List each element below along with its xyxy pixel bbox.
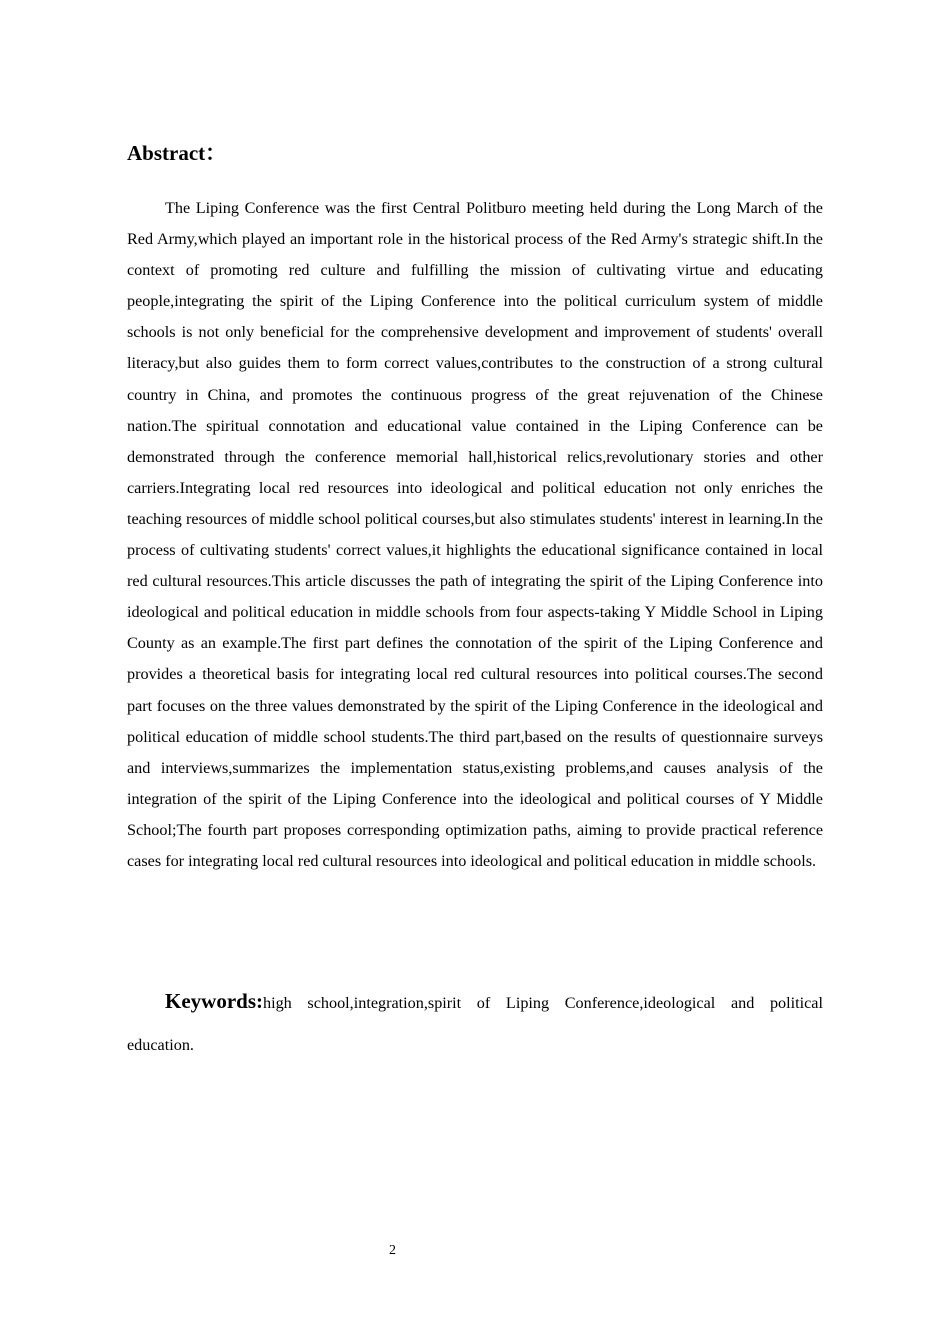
keywords-paragraph [127,980,823,1066]
abstract-body: The Liping Conference was the first Central Politburo meeting held during the Long March of the Red Army,which played an important role in the historical process of the Red Army's strategic shift.In the context of promoting red culture and fulfilling the mission of cultivating virtue and educating people,integrating the spirit of the Liping Conference into the political curriculum system of middle schools is not only beneficial for the comprehensive development and improvement of students' overall literacy,but also guides them to form correct values,contributes to the construction of a strong cultural country in China, and promotes the continuous progress of the great rejuvenation of the Chinese nation.The spiritual connotation and educational value contained in the Liping Conference can be demonstrated through the conference memorial hall,historical relics,revolutionary stories and other carriers.Integrating local red resources into ideological and political education not only enriches the teaching resources of middle school political courses,but also stimulates students' interest in learning.In the process of cultivating students' correct values,it highlights the educational significance contained in local red cultural resources.This article discusses the path of integrating the spirit of the Liping Conference into ideological and political education in middle schools from four aspects-taking Y Middle School in Liping County as an example.The first part defines the connotation of the spirit of the Liping Conference and provides a theoretical basis for integrating local red cultural resources into political courses.The second part focuses on the three values demonstrated by the spirit of the Liping Conference in the ideological and political education of middle school students.The third part,based on the results of questionnaire surveys and interviews,summarizes the implementation status,existing problems,and causes analysis of the integration of the spirit of the Liping Conference into the ideological and political courses of Y Middle School;The fourth part proposes corresponding optimization paths, aiming to provide practical reference cases for integrating local red cultural resources into ideological and political education in middle schools. [127,199,823,870]
keywords-text: high school,integration,spirit of Liping Conference,ideological and political education. [127,994,823,1054]
page-number: 2 [389,1243,396,1258]
keywords-label: Keywords: [165,989,263,1013]
abstract-heading: Abstract： [127,141,227,165]
